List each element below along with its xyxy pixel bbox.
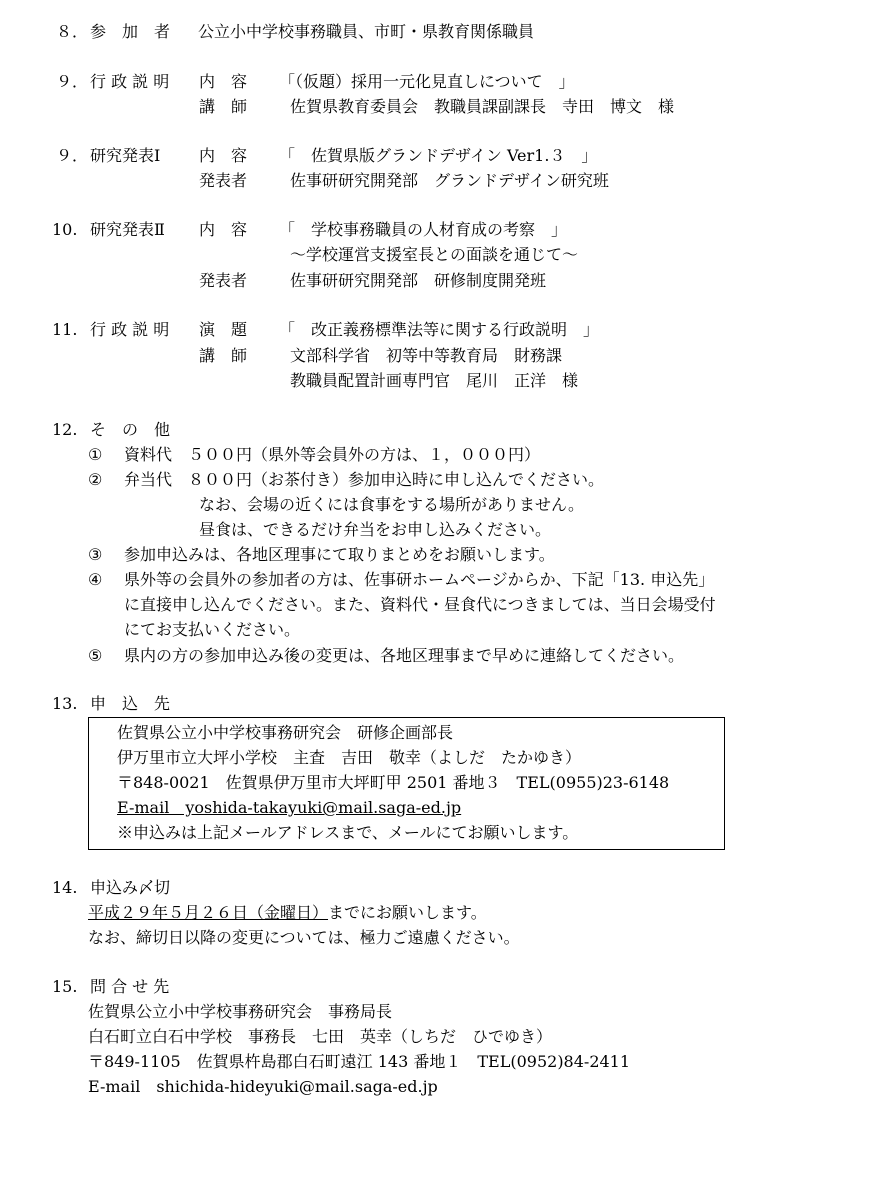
section-15-number: 15. bbox=[52, 977, 78, 996]
item-4-text-line-3: にてお支払いください。 bbox=[124, 620, 301, 639]
item-2-text: 弁当代 ８００円（お茶付き）参加申込時に申し込んでください。 bbox=[124, 470, 605, 489]
item-4-marker: ④ bbox=[88, 570, 103, 589]
item-1-text: 資料代 ５００円（県外等会員外の方は、１，０００円） bbox=[124, 445, 541, 464]
item-2-marker: ② bbox=[88, 470, 103, 489]
section-9b-number: ９． bbox=[56, 146, 89, 165]
section-10-number: 10. bbox=[52, 220, 78, 239]
section-11-lecturer-value: 文部科学省 初等中等教育局 財務課 bbox=[290, 346, 563, 365]
section-8-text: 公立小中学校事務職員、市町・県教育関係職員 bbox=[198, 22, 535, 41]
section-9b-presenter-key: 発表者 bbox=[199, 171, 248, 190]
contact-box-email[interactable]: E-mail yoshida-takayuki@mail.saga-ed.jp bbox=[117, 798, 462, 817]
inquiry-address: 〒849-1105 佐賀県杵島郡白石町遠江 143 番地１ TEL(0952)84-2411 bbox=[88, 1052, 631, 1071]
item-2-note-1: なお、会場の近くには食事をする場所がありません。 bbox=[199, 495, 584, 514]
inquiry-line-1: 佐賀県公立小中学校事務研究会 事務局長 bbox=[88, 1002, 393, 1021]
item-4-text: 県外等の会員外の参加者の方は、佐事研ホームページからか、下記「13. 申込先」 bbox=[124, 570, 715, 589]
contact-box-address: 〒848-0021 佐賀県伊万里市大坪町甲 2501 番地３ TEL(0955)23-6148 bbox=[117, 773, 670, 792]
item-1-marker: ① bbox=[88, 445, 103, 464]
section-10-label: 研究発表Ⅱ bbox=[90, 220, 165, 239]
section-9b-content-key: 内 容 bbox=[199, 146, 248, 165]
contact-box-note: ※申込みは上記メールアドレスまで、メールにてお願いします。 bbox=[117, 823, 579, 842]
section-9b-content-value: 「 佐賀県版グランドデザイン Ver1.３ 」 bbox=[279, 146, 598, 165]
section-15-label: 問 合 せ 先 bbox=[90, 977, 170, 996]
contact-box-line-1: 佐賀県公立小中学校事務研究会 研修企画部長 bbox=[117, 723, 454, 742]
section-9a-content-value: 「（仮題）採用一元化見直しについて 」 bbox=[279, 72, 575, 91]
section-9b-label: 研究発表Ⅰ bbox=[90, 146, 161, 165]
inquiry-email[interactable]: E-mail shichida-hideyuki@mail.saga-ed.jp bbox=[88, 1077, 438, 1096]
section-12-label: そ の 他 bbox=[90, 420, 171, 439]
section-11-topic-value: 「 改正義務標準法等に関する行政説明 」 bbox=[279, 320, 600, 339]
inquiry-line-2: 白石町立白石中学校 事務長 七田 英幸（しちだ ひでゆき） bbox=[88, 1027, 553, 1046]
section-9a-lecturer-value: 佐賀県教育委員会 教職員課副課長 寺田 博文 様 bbox=[290, 97, 675, 116]
deadline-text-line-2: なお、締切日以降の変更については、極力ご遠慮ください。 bbox=[88, 928, 520, 947]
contact-box-line-2: 伊万里市立大坪小学校 主査 吉田 敬幸（よしだ たかゆき） bbox=[117, 748, 582, 767]
deadline-date: 平成２９年５月２６日（金曜日） bbox=[88, 903, 329, 922]
section-9a-content-key: 内 容 bbox=[199, 72, 248, 91]
section-11-label: 行 政 説 明 bbox=[90, 320, 170, 339]
item-3-marker: ③ bbox=[88, 545, 103, 564]
section-14-label: 申込み〆切 bbox=[90, 878, 171, 897]
deadline-text-line-1 bbox=[88, 903, 487, 923]
section-9a-lecturer-key: 講 師 bbox=[199, 97, 248, 116]
section-10-content-value: 「 学校事務職員の人材育成の考察 」 bbox=[279, 220, 568, 239]
section-11-number: 11. bbox=[52, 320, 78, 339]
item-4-text-line-2: に直接申し込んでください。また、資料代・昼食代につきましては、当日会場受付 bbox=[124, 595, 716, 614]
section-10-content-subtitle: ～学校運営支援室長との面談を通じて～ bbox=[290, 245, 579, 264]
section-12-number: 12. bbox=[52, 420, 78, 439]
section-11-lecturer-key: 講 師 bbox=[199, 346, 248, 365]
section-11-lecturer-title: 教職員配置計画専門官 尾川 正洋 様 bbox=[290, 371, 579, 390]
section-10-presenter-value: 佐事研研究開発部 研修制度開発班 bbox=[290, 271, 547, 290]
section-13-label: 申 込 先 bbox=[90, 694, 171, 713]
section-10-content-key: 内 容 bbox=[199, 220, 248, 239]
section-13-number: 13. bbox=[52, 694, 78, 713]
section-9a-label: 行 政 説 明 bbox=[90, 72, 170, 91]
item-5-text: 県内の方の参加申込み後の変更は、各地区理事まで早めに連絡してください。 bbox=[124, 646, 685, 665]
section-8-label: 参 加 者 bbox=[90, 22, 171, 41]
item-3-text: 参加申込みは、各地区理事にて取りまとめをお願いします。 bbox=[124, 545, 555, 564]
section-9b-presenter-value: 佐事研研究開発部 グランドデザイン研究班 bbox=[290, 171, 609, 190]
item-2-note-2: 昼食は、できるだけ弁当をお申し込みください。 bbox=[199, 520, 552, 539]
deadline-suffix: までにお願いします。 bbox=[328, 903, 487, 922]
section-11-topic-key: 演 題 bbox=[199, 320, 248, 339]
section-10-presenter-key: 発表者 bbox=[199, 271, 248, 290]
item-5-marker: ⑤ bbox=[88, 646, 103, 665]
section-8-number: ８． bbox=[56, 22, 89, 41]
section-9a-number: ９． bbox=[56, 72, 89, 91]
section-14-number: 14. bbox=[52, 878, 78, 897]
